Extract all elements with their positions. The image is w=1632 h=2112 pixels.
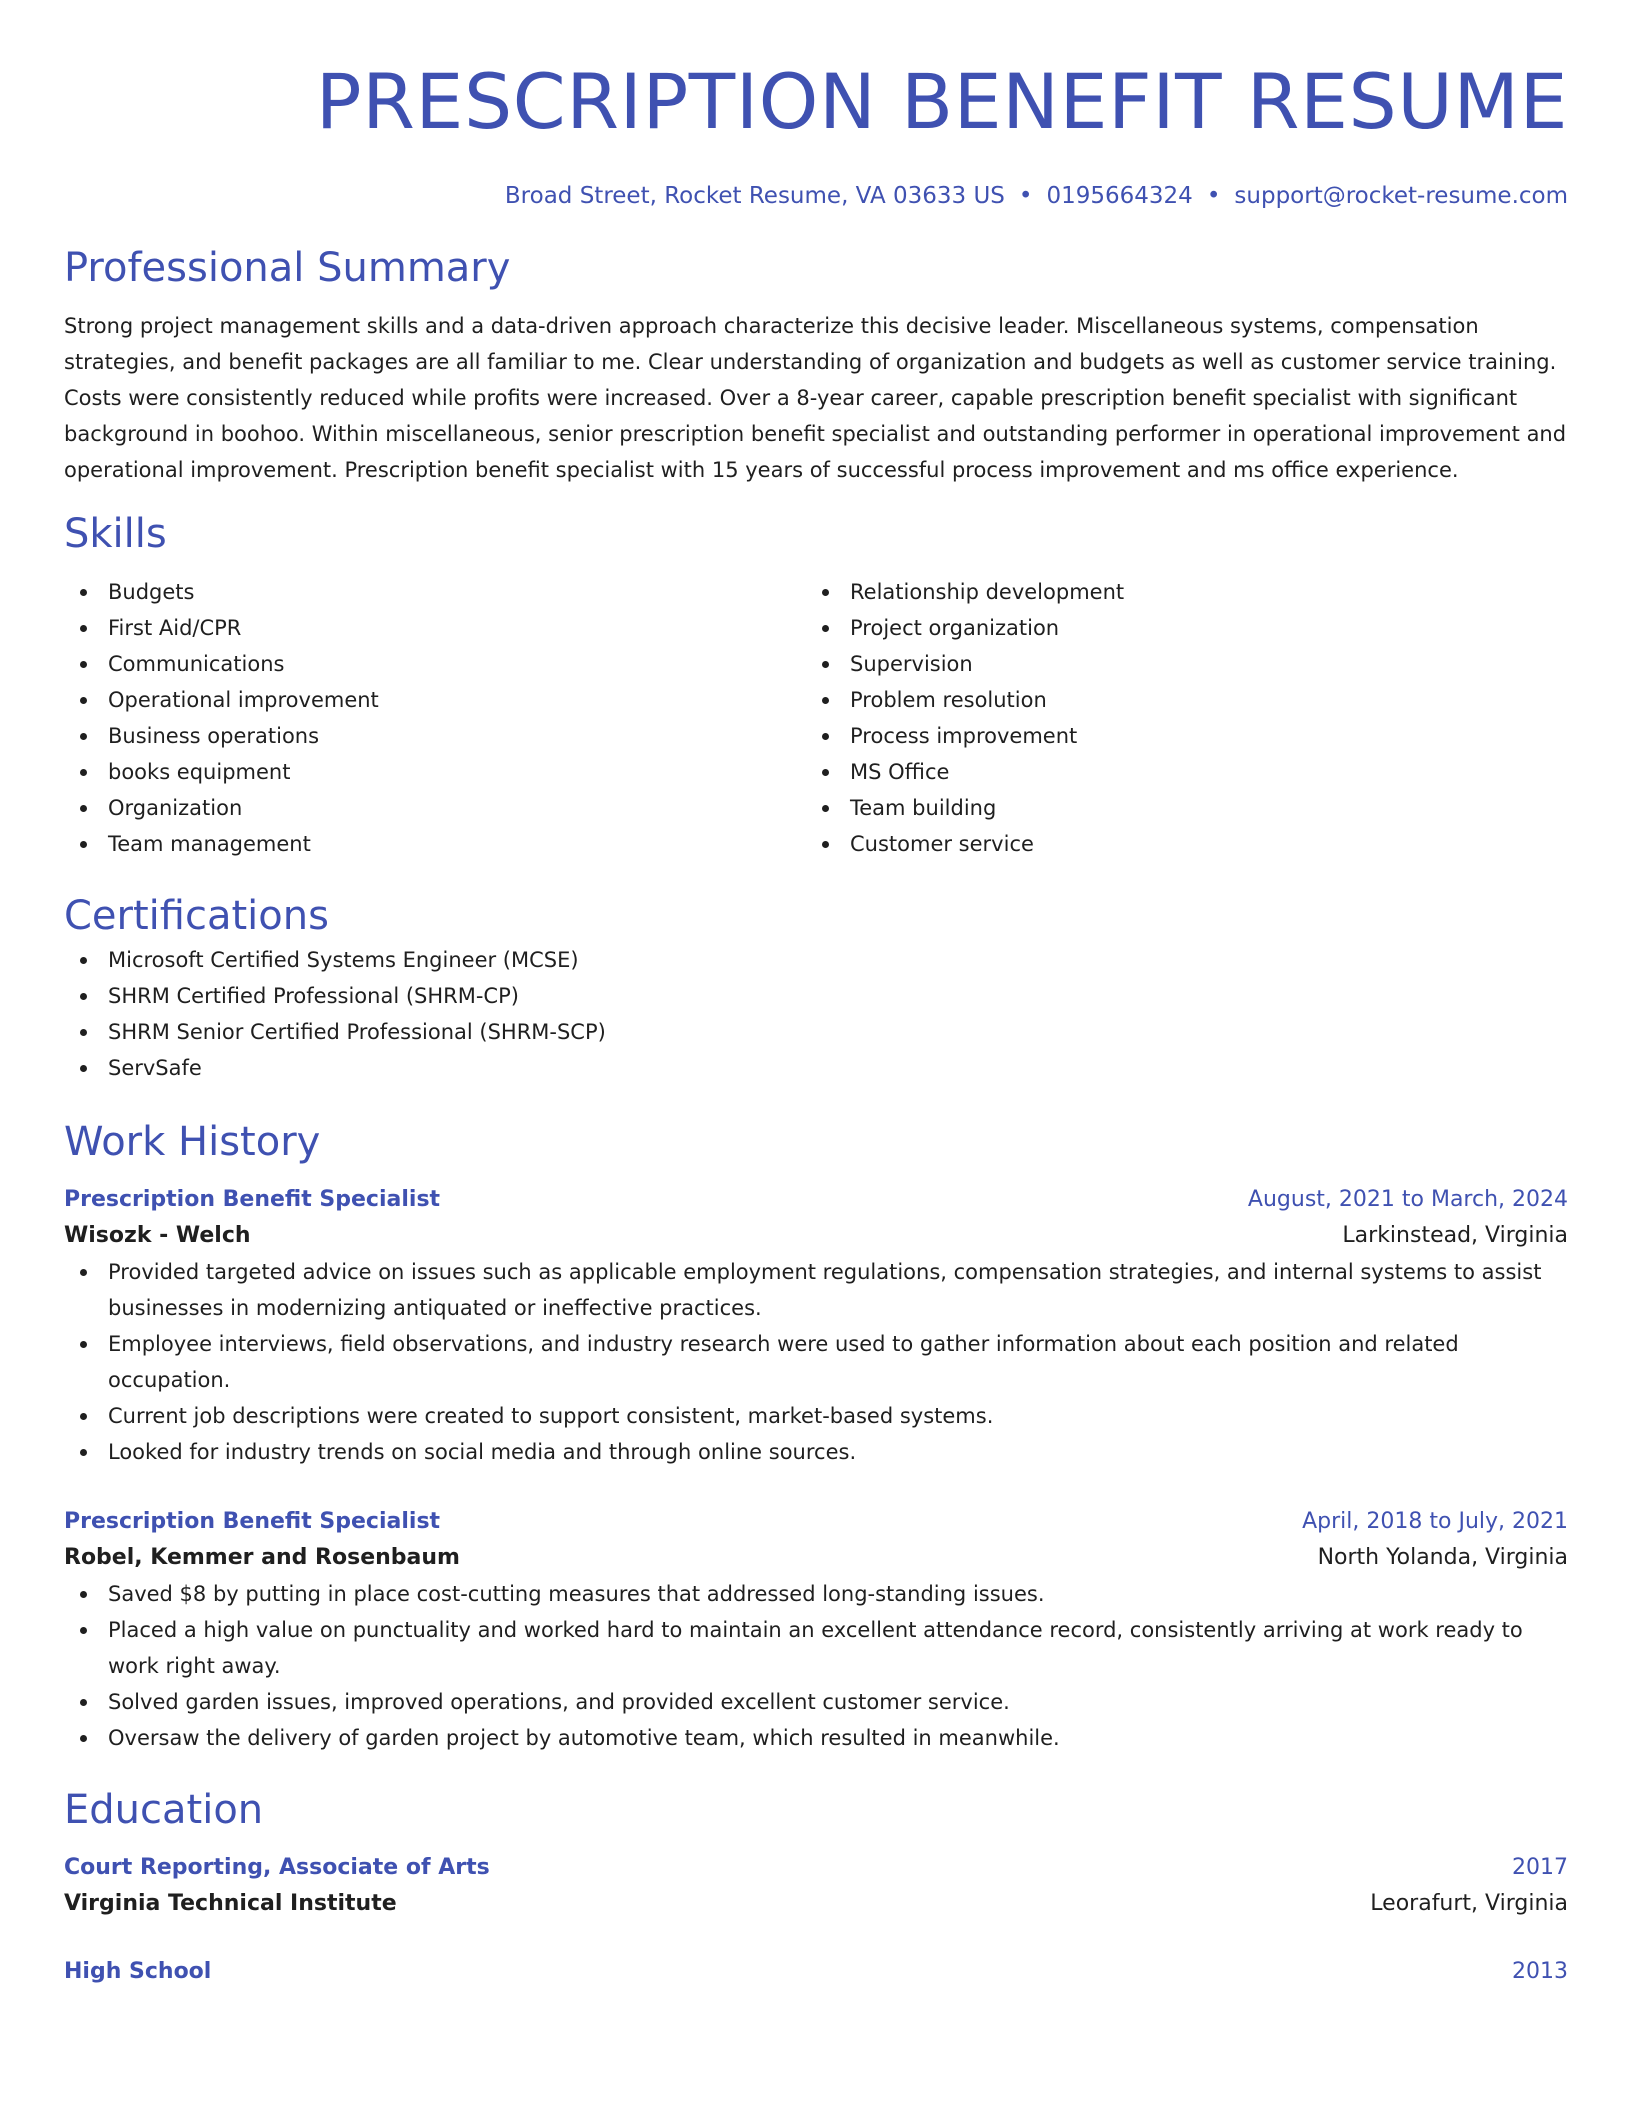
education-year: 2013	[1512, 1959, 1568, 1984]
job-header-row	[64, 1504, 1568, 1540]
job-company: Robel, Kemmer and Rosenbaum	[64, 1545, 460, 1570]
skill-item: Budgets	[64, 574, 806, 610]
summary-section	[64, 242, 1568, 488]
job-bullet: Saved $8 by putting in place cost-cutting measures that addressed long-standing issues.	[64, 1576, 1568, 1612]
education-heading: Education	[64, 1787, 264, 1833]
education-section	[64, 1784, 1568, 1990]
contact-separator: •	[1206, 183, 1221, 209]
job-bullet: Solved garden issues, improved operations, and provided excellent customer service.	[64, 1684, 1568, 1720]
contact-phone: 0195664324	[1046, 183, 1193, 209]
job-bullet: Oversaw the delivery of garden project by automotive team, which resulted in meanwhile.	[64, 1720, 1568, 1756]
job-location: Larkinstead, Virginia	[1342, 1223, 1568, 1248]
skill-item: Process improvement	[806, 718, 1548, 754]
contact-address: Broad Street, Rocket Resume, VA 03633 US	[504, 183, 1005, 209]
skills-heading: Skills	[64, 511, 167, 557]
summary-heading: Professional Summary	[64, 245, 511, 291]
work-history-heading: Work History	[64, 1119, 321, 1165]
job-bullet: Current job descriptions were created to support consistent, market-based systems.	[64, 1398, 1568, 1434]
skill-item: First Aid/CPR	[64, 610, 806, 646]
skills-list-right	[806, 574, 1548, 862]
job-bullet: Looked for industry trends on social media and through online sources.	[64, 1434, 1568, 1470]
certifications-section	[64, 890, 1568, 1086]
job-entry	[64, 1182, 1568, 1470]
education-header-row	[64, 1954, 1568, 1990]
skills-list-left	[64, 574, 806, 862]
skill-item: Business operations	[64, 718, 806, 754]
certification-item: SHRM Senior Certified Professional (SHRM-SCP)	[64, 1014, 1568, 1050]
education-school-row	[64, 1886, 1568, 1922]
skill-item: Team building	[806, 790, 1548, 826]
job-bullets	[64, 1576, 1568, 1756]
job-title: Prescription Benefit Specialist	[64, 1187, 441, 1212]
resume-title: PRESCRIPTION BENEFIT RESUME	[315, 57, 1568, 146]
summary-text: Strong project management skills and a data-driven approach characterize this decisive leader. Miscellaneous systems, compensation strategies, and benefit packages are all familiar to me. Clear understanding of organization and budgets as well as customer service training. Costs were consistently reduced while profits were increased. Over a 8-year career, capable prescription benefit specialist with significant background in boohoo. Within miscellaneous, senior prescription benefit specialist and outstanding performer in operational improvement and operational improvement. Prescription benefit specialist with 15 years of successful process improvement and ms office experience.	[64, 314, 1567, 482]
contact-separator: •	[1018, 183, 1033, 209]
skill-item: Operational improvement	[64, 682, 806, 718]
skill-item: Customer service	[806, 826, 1548, 862]
job-company-row	[64, 1218, 1568, 1254]
skill-item: Relationship development	[806, 574, 1548, 610]
job-bullet: Provided targeted advice on issues such as applicable employment regulations, compensation strategies, and internal systems to assist businesses in modernizing antiquated or ineffective practices.	[64, 1254, 1568, 1326]
skill-item: books equipment	[64, 754, 806, 790]
education-location: Leorafurt, Virginia	[1370, 1891, 1568, 1916]
certifications-heading: Certifications	[64, 893, 329, 939]
skill-item: Problem resolution	[806, 682, 1548, 718]
skill-item: Team management	[64, 826, 806, 862]
job-bullets	[64, 1254, 1568, 1470]
job-company: Wisozk - Welch	[64, 1223, 251, 1248]
skill-item: MS Office	[806, 754, 1548, 790]
education-degree: Court Reporting, Associate of Arts	[64, 1855, 490, 1880]
job-location: North Yolanda, Virginia	[1317, 1545, 1568, 1570]
job-title: Prescription Benefit Specialist	[64, 1509, 441, 1534]
education-school: Virginia Technical Institute	[64, 1891, 397, 1916]
certifications-list	[64, 942, 1568, 1086]
job-bullet: Employee interviews, field observations, and industry research were used to gather information about each position and related occupation.	[64, 1326, 1568, 1398]
skill-item: Organization	[64, 790, 806, 826]
job-company-row	[64, 1540, 1568, 1576]
contact-line	[64, 180, 1568, 212]
skills-grid	[64, 574, 1568, 862]
job-dates: April, 2018 to July, 2021	[1302, 1509, 1568, 1534]
certification-item: ServSafe	[64, 1050, 1568, 1086]
job-bullet: Placed a high value on punctuality and worked hard to maintain an excellent attendance record, consistently arriving at work ready to work right away.	[64, 1612, 1568, 1684]
education-header-row	[64, 1850, 1568, 1886]
job-entry	[64, 1504, 1568, 1756]
certification-item: SHRM Certified Professional (SHRM-CP)	[64, 978, 1568, 1014]
certification-item: Microsoft Certified Systems Engineer (MCSE)	[64, 942, 1568, 978]
education-entry	[64, 1954, 1568, 1990]
skills-section	[64, 508, 1568, 862]
skill-item: Communications	[64, 646, 806, 682]
contact-email[interactable]: support@rocket-resume.com	[1234, 183, 1568, 209]
education-entry	[64, 1850, 1568, 1922]
education-degree: High School	[64, 1959, 212, 1984]
education-year: 2017	[1512, 1855, 1568, 1880]
skill-item: Supervision	[806, 646, 1548, 682]
job-dates: August, 2021 to March, 2024	[1247, 1187, 1568, 1212]
job-header-row	[64, 1182, 1568, 1218]
skill-item: Project organization	[806, 610, 1548, 646]
work-history-section	[64, 1116, 1568, 1756]
